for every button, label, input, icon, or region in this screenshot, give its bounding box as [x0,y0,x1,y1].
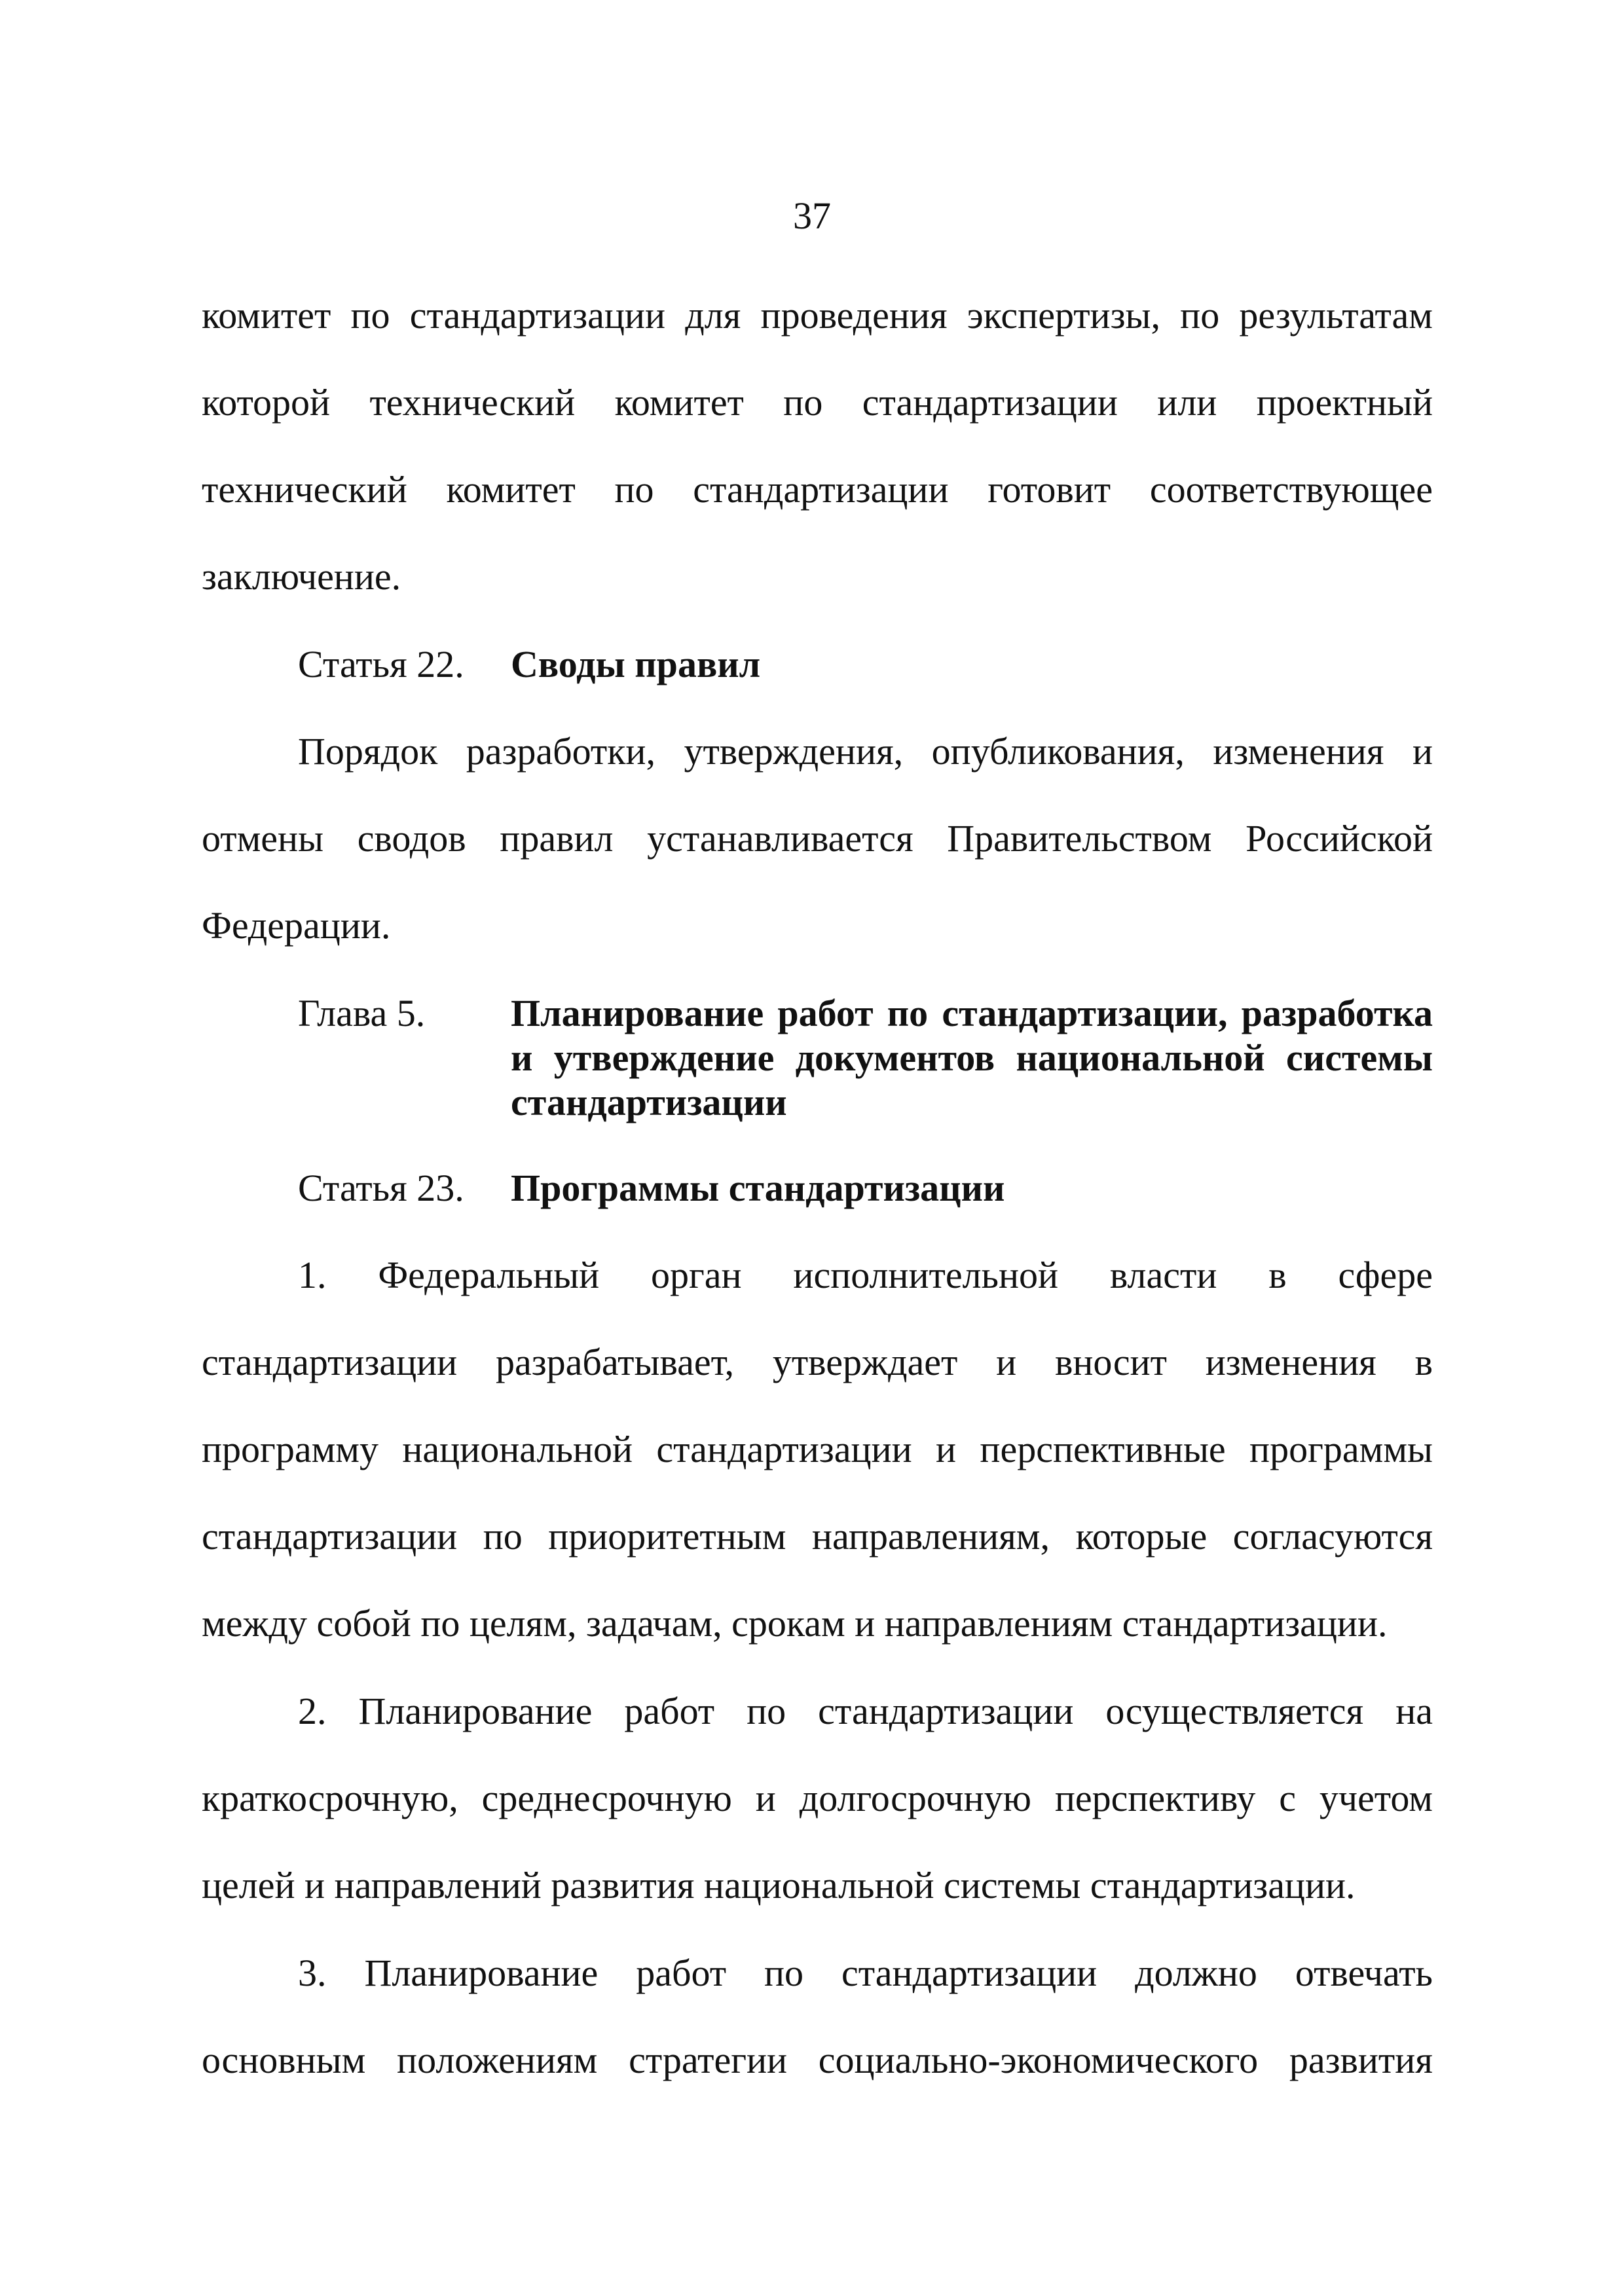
text-line: 1. Федеральный орган исполнительной власти в сфере [298,1254,1433,1296]
text-line: комитет по стандартизации для проведения экспертизы, по результатам [202,294,1433,337]
text-line: основным положениям стратегии социально-экономического развития [202,2039,1433,2081]
article-23-title: Программы стандартизации [511,1167,1005,1209]
text-line: отмены сводов правил устанавливается Правительством Российской [202,817,1433,860]
chapter-5-label: Глава 5. [298,992,426,1034]
text-line: которой технический комитет по стандартизации или проектный [202,381,1433,424]
chapter-title-line: и утверждение документов национальной системы [511,1036,1433,1079]
text-line: между собой по целям, задачам, срокам и направлениям стандартизации. [202,1602,1388,1645]
chapter-5-title [511,991,1433,1125]
article-23-label: Статья 23. [298,1167,464,1209]
page-number: 37 [793,194,831,237]
text-line: краткосрочную, среднесрочную и долгосрочную перспективу с учетом [202,1777,1433,1819]
text-line: технический комитет по стандартизации готовит соответствующее [202,468,1433,511]
article-22-title: Своды правил [511,643,761,685]
text-line: стандартизации разрабатывает, утверждает и вносит изменения в [202,1341,1433,1383]
text-line: программу национальной стандартизации и перспективные программы [202,1428,1433,1470]
text-line: Федерации. [202,904,391,947]
text-line: 2. Планирование работ по стандартизации осуществляется на [298,1690,1433,1732]
text-line: 3. Планирование работ по стандартизации должно отвечать [298,1952,1433,1994]
text-line: заключение. [202,555,401,598]
chapter-title-line: Планирование работ по стандартизации, разработка [511,992,1433,1034]
text-line: стандартизации по приоритетным направлениям, которые согласуются [202,1515,1433,1558]
chapter-title-line: стандартизации [511,1081,787,1123]
article-22-label: Статья 22. [298,643,464,685]
text-line: целей и направлений развития национальной системы стандартизации. [202,1864,1356,1906]
text-line: Порядок разработки, утверждения, опубликования, изменения и [298,730,1433,773]
